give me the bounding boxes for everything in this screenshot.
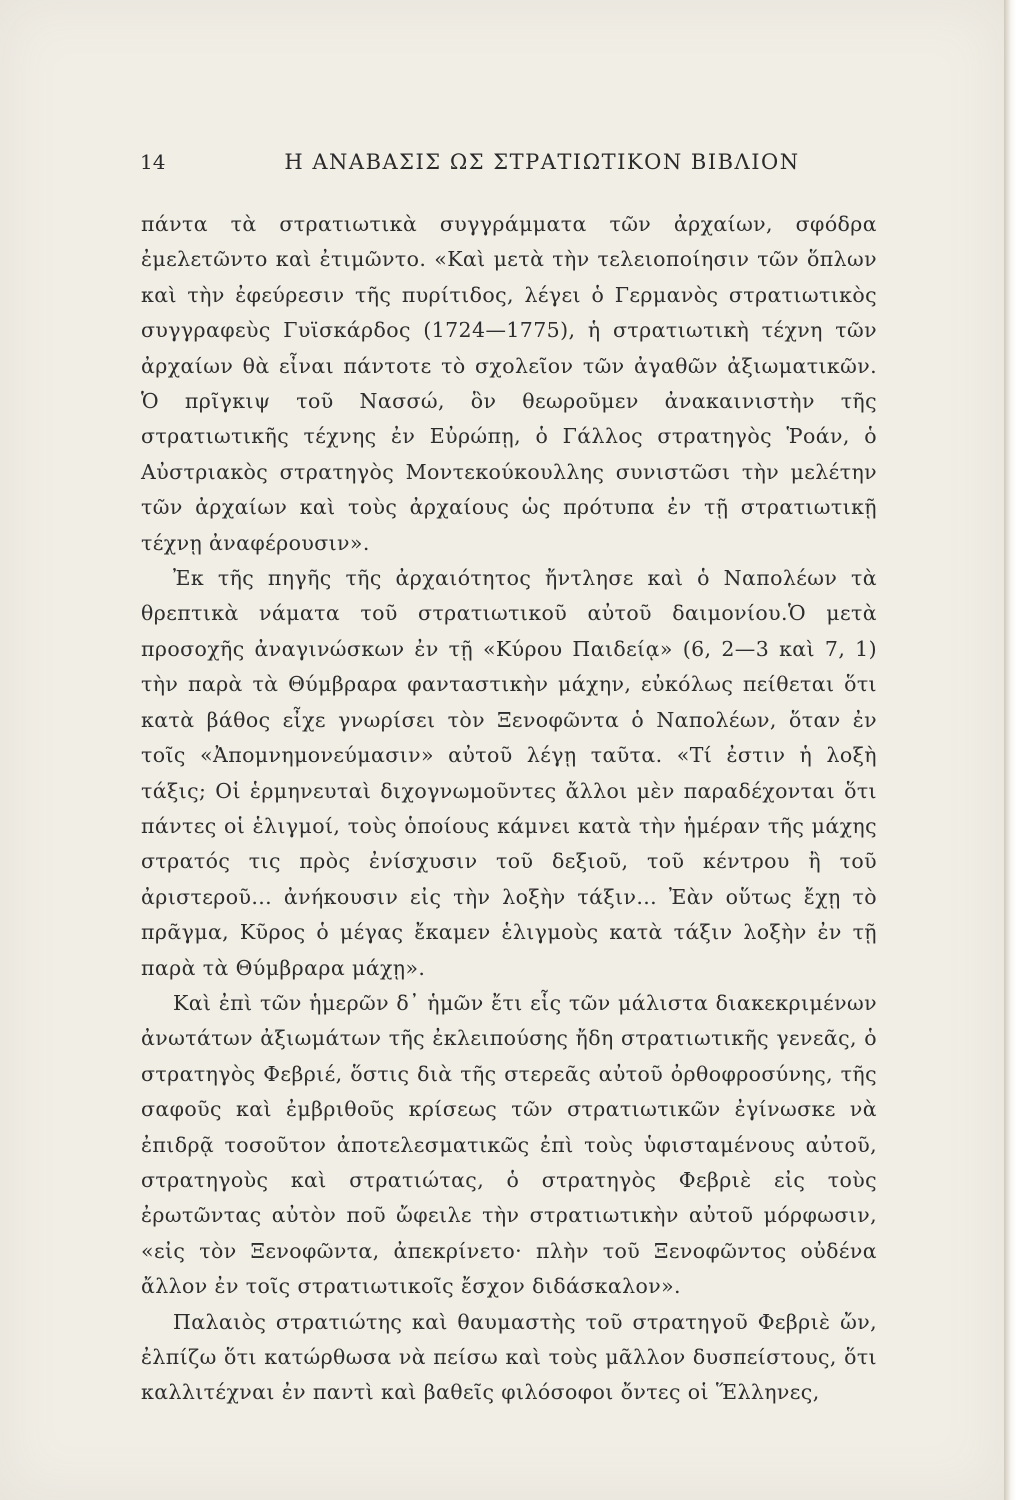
paragraph-1: πάντα τὰ στρατιωτικὰ συγγράμματα τῶν ἀρχαίων, σφόδρα ἐμελετῶντο καὶ ἐτιμῶντο. «Καὶ μετὰ τὴν τελειοποίησιν τῶν ὅπλων καὶ τὴν ἐφεύρεσιν τῆς πυρίτιδος, λέγει ὁ Γερμανὸς στρατιωτικὸς συγγραφεὺς Γυϊσκάρδος (1724—1775), ἡ στρατιωτικὴ τέχνη τῶν ἀρχαίων θὰ εἶναι πάντοτε τὸ σχολεῖον τῶν ἀγαθῶν ἀξιωματικῶν. Ὁ πρῖγκιψ τοῦ Νασσώ, ὃν θεωροῦμεν ἀνακαινιστὴν τῆς στρατιωτικῆς τέχνης ἐν Εὐρώπῃ, ὁ Γάλλος στρατηγὸς Ῥοάν, ὁ Αὐστριακὸς στρατηγὸς Μοντεκούκουλλης συνιστῶσι τὴν μελέτην τῶν ἀρχαίων καὶ τοὺς ἀρχαίους ὡς πρότυπα ἐν τῇ στρατιωτικῇ τέχνῃ ἀναφέρουσιν». [141,212,877,555]
paragraph-2: Ἐκ τῆς πηγῆς τῆς ἀρχαιότητος ἤντλησε καὶ ὁ Ναπολέων τὰ θρεπτικὰ νάματα τοῦ στρατιωτικοῦ αὐτοῦ δαιμονίου.Ὁ μετὰ προσοχῆς ἀναγινώσκων ἐν τῇ «Κύρου Παιδείᾳ» (6, 2—3 καὶ 7, 1) τὴν παρὰ τὰ Θύμβραρα φανταστικὴν μάχην, εὐκόλως πείθεται ὅτι κατὰ βάθος εἶχε γνωρίσει τὸν Ξενοφῶντα ὁ Ναπολέων, ὅταν ἐν τοῖς «Ἀπομνημονεύμασιν» αὐτοῦ λέγῃ ταῦτα. «Τί ἐστιν ἡ λοξὴ τάξις; Οἱ ἑρμηνευταὶ διχογνωμοῦντες ἄλλοι μὲν παραδέχονται ὅτι πάντες οἱ ἑλιγμοί, τοὺς ὁποίους κάμνει κατὰ τὴν ἡμέραν τῆς μάχης στρατός τις πρὸς ἐνίσχυσιν τοῦ δεξιοῦ, τοῦ κέντρου ἢ τοῦ ἀριστεροῦ... ἀνήκουσιν εἰς τὴν λοξὴν τάξιν... Ἐὰν οὕτως ἔχῃ τὸ πρᾶγμα, Κῦρος ὁ μέγας ἔκαμεν ἑλιγμοὺς κατὰ τάξιν λοξὴν ἐν τῇ παρὰ τὰ Θύμβραρα μάχῃ». [141,566,877,980]
page-edge [1004,0,1016,1500]
paragraph-4: Παλαιὸς στρατιώτης καὶ θαυμαστὴς τοῦ στρατηγοῦ Φεβριὲ ὤν, ἐλπίζω ὅτι κατώρθωσα νὰ πείσω καὶ τοὺς μᾶλλον δυσπείστους, ὅτι καλλιτέχναι ἐν παντὶ καὶ βαθεῖς φιλόσοφοι ὄντες οἱ Ἕλληνες, [141,1309,877,1405]
paragraph-3: Καὶ ἐπὶ τῶν ἡμερῶν δ᾽ ἡμῶν ἔτι εἷς τῶν μάλιστα διακεκριμένων ἀνωτάτων ἀξιωμάτων τῆς ἐκλειπούσης ἤδη στρατιωτικῆς γενεᾶς, ὁ στρατηγὸς Φεβριέ, ὅστις διὰ τῆς στερεᾶς αὐτοῦ ὀρθοφροσύνης, τῆς σαφοῦς καὶ ἐμβριθοῦς κρίσεως τῶν στρατιωτικῶν ἐγίνωσκε νὰ ἐπιδρᾷ τοσοῦτον ἀποτελεσματικῶς ἐπὶ τοὺς ὑφισταμένους αὐτοῦ, στρατηγοὺς καὶ στρατιώτας, ὁ στρατηγὸς Φεβριὲ εἰς τοὺς ἐρωτῶντας αὐτὸν ποῦ ὤφειλε τὴν στρατιωτικὴν αὐτοῦ μόρφωσιν, «εἰς τὸν Ξενοφῶντα, ἀπεκρίνετο· πλὴν τοῦ Ξενοφῶντος οὐδένα ἄλλον ἐν τοῖς στρατιωτικοῖς ἔσχον διδάσκαλον». [141,990,877,1299]
page-number: 14 [140,150,166,174]
page-header [140,150,884,184]
body-text [141,207,877,1411]
running-title: Η ΑΝΑΒΑΣΙΣ ΩΣ ΣΤΡΑΤΙΩΤΙΚΟΝ ΒΙΒΛΙΟΝ [284,150,800,174]
